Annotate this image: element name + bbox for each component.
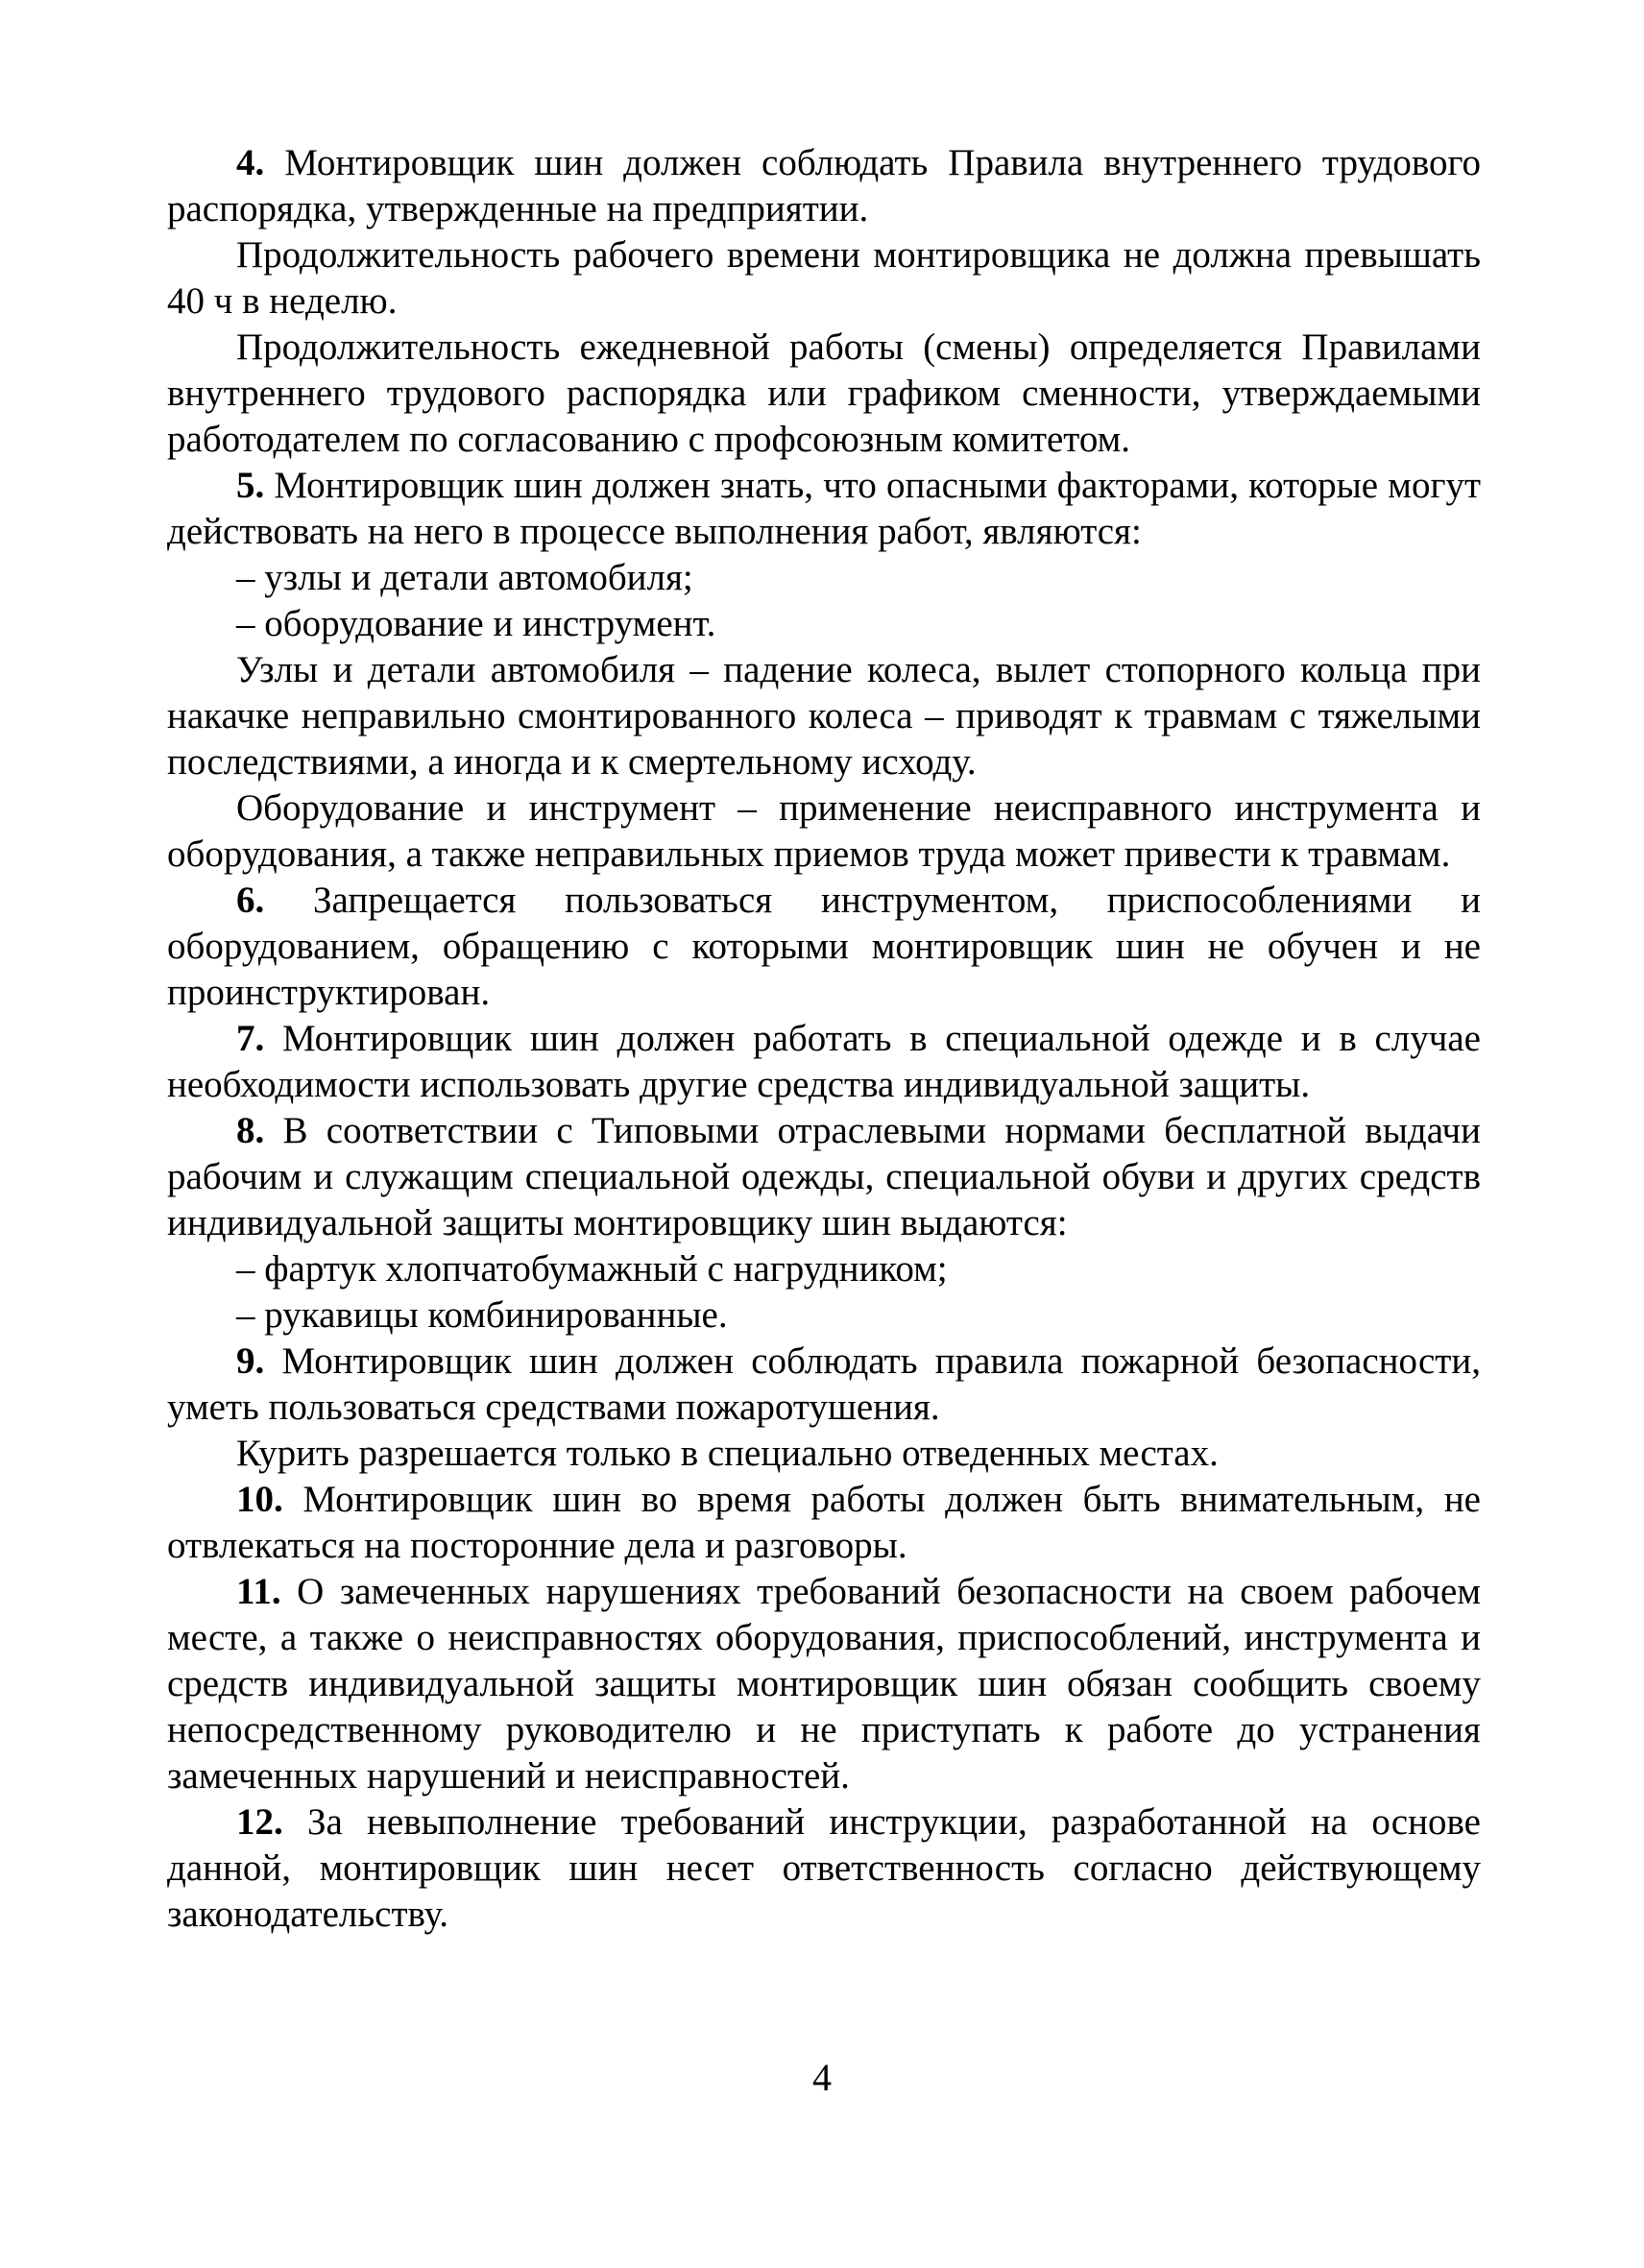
paragraph-4 xyxy=(167,140,1481,232)
paragraph-text: Оборудование и инструмент – применение неисправного инструмента и оборудования, а также неправильных приемов труда может привести к травмам. xyxy=(167,787,1481,875)
item-number: 6. xyxy=(236,880,265,921)
list-item-equipment xyxy=(167,601,1481,647)
item-number: 7. xyxy=(236,1018,265,1059)
item-number: 4. xyxy=(236,142,265,183)
paragraph-text: Курить разрешается только в специально отведенных местах. xyxy=(236,1433,1219,1474)
paragraph-text: Монтировщик шин должен соблюдать правила пожарной безопасности, уметь пользоваться средствами пожаротушения. xyxy=(167,1340,1481,1428)
paragraph-9 xyxy=(167,1339,1481,1431)
paragraph-text: О замеченных нарушениях требований безопасности на своем рабочем месте, а также о неисправностях оборудования, приспособлений, инструмента и средств индивидуальной защиты монтировщик шин обязан сообщить своему непосредственному руководителю и не приступать к работе до устранения замеченных нарушений и неисправностей. xyxy=(167,1571,1481,1797)
paragraph-6 xyxy=(167,878,1481,1016)
paragraph-text: Монтировщик шин во время работы должен быть внимательным, не отвлекаться на посторонние дела и разговоры. xyxy=(167,1479,1481,1566)
item-number: 5. xyxy=(236,465,265,506)
list-item-car-parts xyxy=(167,555,1481,601)
item-number: 9. xyxy=(236,1340,265,1382)
list-item-text: – узлы и детали автомобиля; xyxy=(236,557,693,598)
paragraph-text: Продолжительность рабочего времени монтировщика не должна превышать 40 ч в неделю. xyxy=(167,234,1481,322)
paragraph-work-hours xyxy=(167,232,1481,325)
item-number: 8. xyxy=(236,1110,265,1151)
list-item-text: – фартук хлопчатобумажный с нагрудником; xyxy=(236,1248,948,1290)
list-item-text: – оборудование и инструмент. xyxy=(236,603,716,644)
paragraph-car-parts-hazard xyxy=(167,647,1481,785)
paragraph-text: Монтировщик шин должен работать в специальной одежде и в случае необходимости использовать другие средства индивидуальной защиты. xyxy=(167,1018,1481,1105)
paragraph-text: Монтировщик шин должен соблюдать Правила внутреннего трудового распорядка, утвержденные на предприятии. xyxy=(167,142,1481,229)
item-number: 10. xyxy=(236,1479,283,1520)
paragraph-text: За невыполнение требований инструкции, разработанной на основе данной, монтировщик шин несет ответственность согласно действующему законодательству. xyxy=(167,1801,1481,1935)
item-number: 11. xyxy=(236,1571,281,1612)
paragraph-text: Узлы и детали автомобиля – падение колеса, вылет стопорного кольца при накачке неправильно смонтированного колеса – приводят к травмам с тяжелыми последствиями, а иногда и к смертельному исходу. xyxy=(167,649,1481,783)
paragraph-text: Запрещается пользоваться инструментом, приспособлениями и оборудованием, обращению с которыми монтировщик шин не обучен и не проинструктирован. xyxy=(167,880,1481,1013)
document-body xyxy=(167,140,1481,1938)
list-item-apron xyxy=(167,1246,1481,1292)
paragraph-equipment-hazard xyxy=(167,785,1481,878)
paragraph-8 xyxy=(167,1108,1481,1246)
paragraph-text: Монтировщик шин должен знать, что опасными факторами, которые могут действовать на него в процессе выполнения работ, являются: xyxy=(167,465,1481,552)
paragraph-5 xyxy=(167,463,1481,555)
paragraph-10 xyxy=(167,1477,1481,1569)
paragraph-12 xyxy=(167,1799,1481,1938)
page-number: 4 xyxy=(812,2056,832,2099)
paragraph-smoking xyxy=(167,1431,1481,1477)
paragraph-7 xyxy=(167,1016,1481,1108)
item-number: 12. xyxy=(236,1801,283,1843)
paragraph-text: В соответствии с Типовыми отраслевыми нормами бесплатной выдачи рабочим и служащим специальной одежды, специальной обуви и других средств индивидуальной защиты монтировщику шин выдаются: xyxy=(167,1110,1481,1243)
paragraph-shift-duration xyxy=(167,325,1481,463)
list-item-gloves xyxy=(167,1292,1481,1339)
list-item-text: – рукавицы комбинированные. xyxy=(236,1294,728,1336)
paragraph-11 xyxy=(167,1569,1481,1799)
paragraph-text: Продолжительность ежедневной работы (смены) определяется Правилами внутреннего трудового распорядка или графиком сменности, утверждаемыми работодателем по согласованию с профсоюзным комитетом. xyxy=(167,326,1481,460)
